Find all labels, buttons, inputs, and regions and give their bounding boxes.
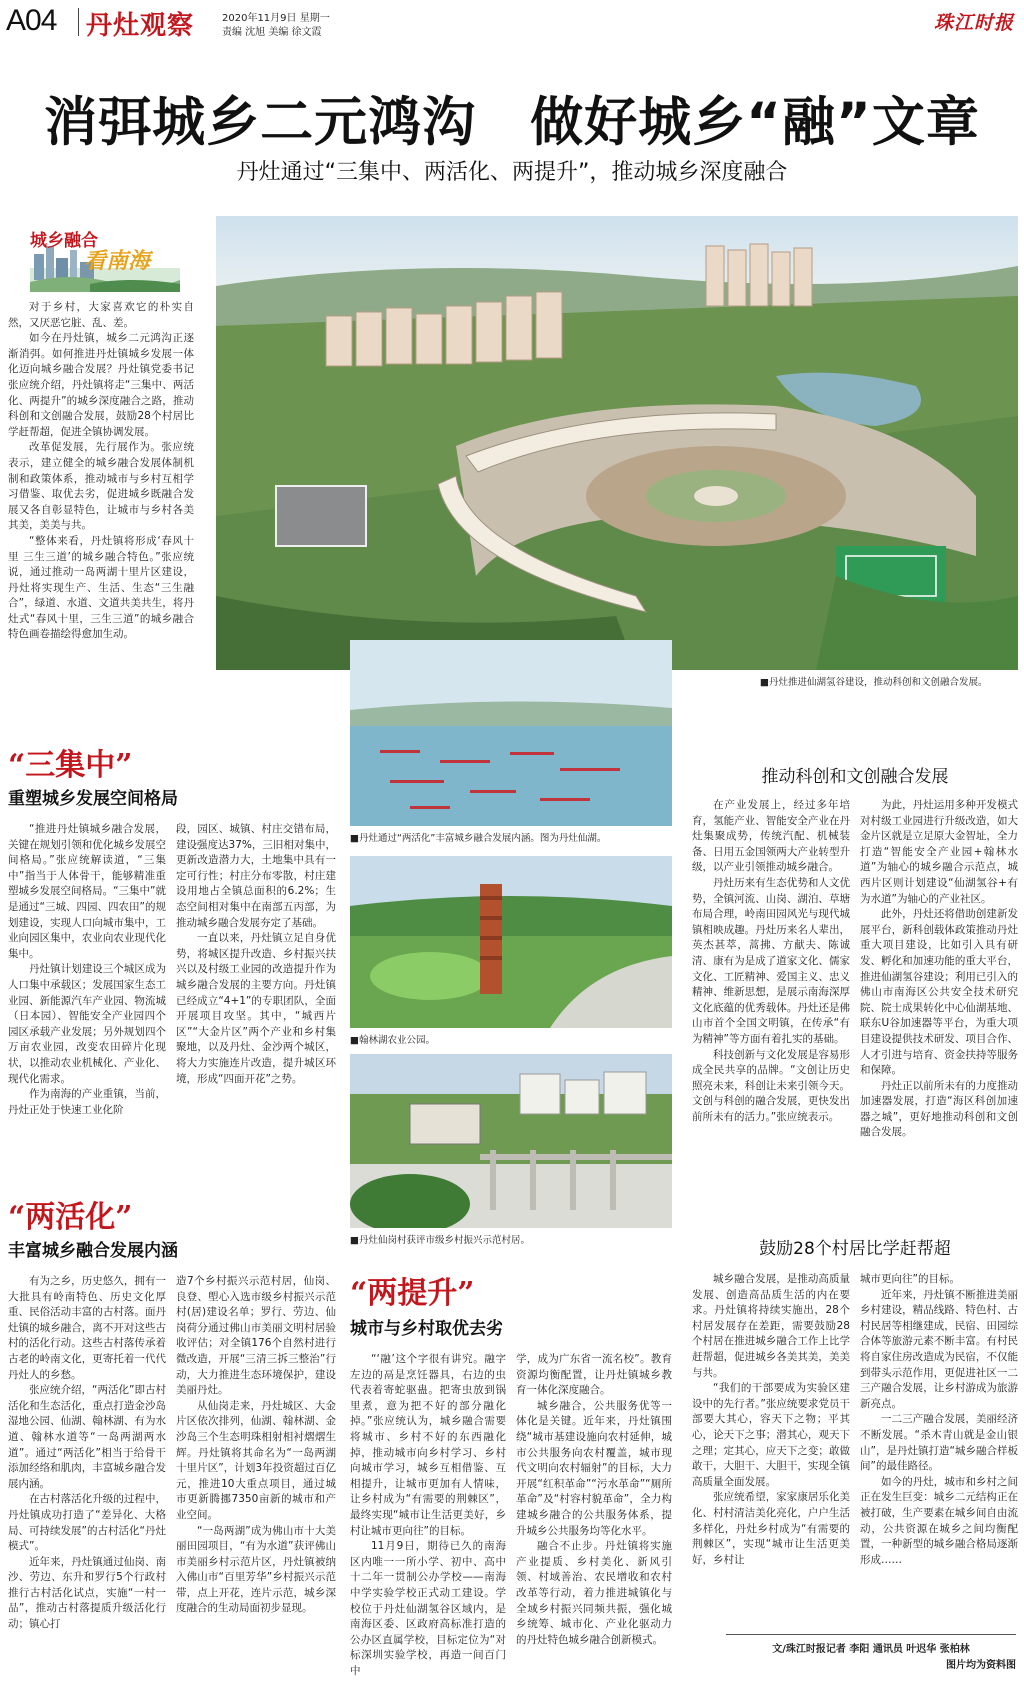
column-logo (30, 224, 180, 292)
section4-col1 (692, 798, 850, 1186)
intro-para: 改革促发展，先行展作为。张应统表示，建立健全的城乡融合发展体制机制和政策体系，推动城市与乡村互相学习借鉴、取优去劣，促进城乡既融合发展又各自彰显特色，让城市与乡村各美其美，美美与共。 (8, 441, 194, 532)
section4-para: 在产业发展上，经过多年培育，氢能产业、智能安全产业在丹灶集聚成势，传统汽配、机械装备、日用五金国领两大产业转型升级，以产业引领推动城乡融合。 (692, 799, 850, 874)
section5-title-box (692, 1234, 1018, 1260)
page-code: A04 (6, 4, 57, 37)
village-photo (350, 1054, 672, 1228)
section4-para: 此外，丹灶还将借助创建新发展平台，新科创载体政策推动丹灶重大项目建设，比如引入具有研发、孵化和加速功能的重大平台，推进仙湖氢谷建设；利用已引入的佛山市南海区公共安全技术研究院、院士成果转化中心仙湖基地、联东U谷加速器等平台，为重大项目建设提供技术研发、项目合作、人才引进与培育、资金扶持等服务和保障。 (860, 908, 1018, 1077)
section5-para: 城市更向往”的目标。 (860, 1273, 960, 1285)
section2-col2 (176, 1274, 336, 1676)
section5-col1 (692, 1272, 850, 1602)
section3-subtitle: 城市与乡村取优去劣 (350, 1319, 503, 1339)
column-logo-line1: 城乡融合 (30, 231, 98, 251)
section4-para: 丹灶历来有生态优势和人文优势，全镇河流、山岗、湖泊、草塘布局合理，岭南田园风光与现代城镇相映成趣。丹灶历来名人辈出，英杰甚萃，蒿拂、方献夫、陈诚清、康有为是成了道家文化、儒家文化、工匠精神、爱国主义、忠义精神、维新思想，是展示南海深厚文化底蕴的优秀载体。丹灶还是佛山市首个全国文明镇，在传承“有为精神”等方面有着扎实的基础。 (692, 876, 850, 1045)
section4-title-box (692, 762, 1018, 790)
header-divider (78, 8, 79, 36)
section2-para: 张应统介绍，“两活化”即古村活化和生态活化，重点打造金沙岛湿地公园、仙湖、翰林湖、有为水道、翰林水道等“一岛两湖两水道”。通过“两活化”相当于给骨干添加经络和肌肉，丰富城乡融合发展内涵。 (8, 1384, 166, 1490)
section1-para: “推进丹灶镇城乡融合发展，关键在规划引领和优化城乡发展空间格局。”张应统解读道，“三集中”指当于人体骨干，能够精准重塑城乡发展空间格局。“三集中”就是通过“三城、四园、四农田”的规划建设，实现人口向城市集中，工业向园区集中，农业向农业现代化集中。 (8, 823, 166, 960)
main-headline: 消弭城乡二元鸿沟 做好城乡“融”文章 (44, 92, 980, 153)
section5-para: 城乡融合发展，是推动高质量发展、创造高品质生活的内在要求。丹灶镇将持续实施出，28个村居发展存在差距，需要鼓励28个村居在推进城乡融合工作上比学赶帮超，促进城乡各美其美，美美与共。 (692, 1273, 850, 1379)
section3-col1 (350, 1352, 506, 1676)
section5-para: 近年来，丹灶镇不断推进美丽乡村建设，精品线路、特色村、古村民居等相继建成，民宿、田园综合体等旅游元素不断丰富。有村民将自家住房改造成为民宿，不仅能到带头示范作用，更促进社区一二三产融合发展，让乡村游成为旅游新亮点。 (860, 1288, 1018, 1410)
section1-col2 (176, 822, 336, 1160)
section5-para: 一二三产融合发展，美丽经济不断发展。“杀木青山就是金山银山”，是丹灶镇打造“城乡融合样板间”的最佳路径。 (860, 1413, 1018, 1473)
section1-para: 丹灶镇计划建设三个城区成为人口集中承载区；发展国家生态工业园、新能源汽车产业园、物流城（日本园）、智能安全产业园四个园区承载产业发展；另外规划四个万亩农业园，改变农田碎片化现状，以推动农业机械化、产业化、现代化需求。 (8, 963, 166, 1085)
section3-title: “两提升” (350, 1276, 475, 1311)
section1-col1 (8, 822, 166, 1160)
section5-title: 鼓励28个村居比学赶帮超 (759, 1239, 951, 1259)
intro-para: “整体来看，丹灶镇将形成‘春风十里 三生三道’的城乡融合特色。”张应统说，通过推动一岛两湖十里片区建设，丹灶将实现生产、生活、生态“三生融合”，绿道、水道、文道共美共生，将丹灶式“春风十里，三生三道”的城乡融合特色画卷描绘得愈加生动。 (8, 534, 194, 641)
section3-para: “‘融’这个字很有讲究。融字左边的鬲是烹饪器具，右边的虫代表着寄蛇驱蛊。把寄虫放到锅里煮，意为把不好的部分融化掉。”张应统认为，城乡融合需要将城市、乡村不好的东西融化掉，推动城市向乡村学习、乡村向城市学习，城乡互相借鉴、互相提升，让城市更加有人情味，让乡村成为“有需要的荆棘区”，最终实现“城市让生活更美好，乡村让城市更向往”的目标。 (350, 1353, 506, 1537)
section4-col2 (860, 798, 1018, 1186)
section2-subtitle: 丰富城乡融合发展内涵 (8, 1241, 178, 1261)
editors-line: 责编 沈旭 美编 徐文霞 (222, 27, 322, 38)
section1-para: 段，园区、城镇、村庄交错布局，建设强度达37%，三旧相对集中，更新改造潜力大，土地集中具有一定可行性；村庄分布零散，村庄建设用地占全镇总面积的6.2%；生态空间相对集中在南部五丙部，为推动城乡融合发展夯定了基础。 (176, 823, 336, 929)
section2-para: 有为之乡，历史悠久，拥有一大批具有岭南特色、历史文化厚重、民俗活动丰富的古村落。面丹灶镇的城乡融合，离不开对这些古村的活化行动。这些古村落传承着古老的岭南文化，更寄托着一代代丹灶人的乡愁。 (8, 1275, 166, 1381)
section2-para: “一岛两湖”成为佛山市十大美丽田园项目，“有为水道”获评佛山市美丽乡村示范片区，丹灶镇被纳入佛山市“百里芳华”乡村振兴示范带，点上开花，连片示范，城乡深度融合的生动局面初步显现。 (176, 1524, 336, 1615)
section3-para: 融合不止步。丹灶镇将实施产业提质、乡村美化、新风引领、村域善治、农民增收和农村改革等行动，着力推进城镇化与全域乡村振兴同频共振，强化城乡统筹、城市化、产业化驱动力的丹灶特色城乡融合创新模式。 (516, 1540, 672, 1646)
masthead-logo: 珠江时报 (934, 12, 1015, 34)
intro-para: 如今在丹灶镇，城乡二元鸿沟正逐渐消弭。如何推进丹灶镇城乡发展一体化迈向城乡融合发展？丹灶镇党委书记张应统介绍，丹灶镇将走“三集中、两活化、两提升”的城乡深度融合之路，推动科创和文创融合发展，鼓励28个村居比学赶帮超，促进全镇协调发展。 (8, 332, 194, 438)
aerial-photo-caption: ■丹灶推进仙湖氢谷建设，推动科创和文创融合发展。 (760, 677, 988, 688)
section1-title: “三集中” (8, 748, 133, 783)
column-logo-line2: 看南海 (84, 248, 151, 274)
section3-col2 (516, 1352, 672, 1676)
section3-para: 城乡融合，公共服务优等一体化是关键。近年来，丹灶镇围绕“城市基建设施向农村延伸，城市公共服务向农村覆盖，城市现代文明向农村辐射”的目标，大力开展“红积革命”“污水革命”“厕所革命”及“村容村貌革命”，全力构建城乡融合的公共服务体系，提升城乡公共服务均等化水平。 (516, 1399, 672, 1537)
section-name: 丹灶观察 (86, 11, 195, 41)
section4-para: 丹灶正以前所未有的力度推动加速器发展，打造“海区科创加速器之城”，更好地推动科创和文创融合发展。 (860, 1079, 1018, 1139)
lake-photo-caption: ■丹灶通过“两活化”丰富城乡融合发展内涵。图为丹灶仙湖。 (350, 833, 607, 844)
byline-reporters: 文/珠江时报记者 李阳 通讯员 叶迟华 张柏林 (772, 1644, 970, 1655)
section2-para: 造7个乡村振兴示范村居，仙岗、良登、塱心入选市级乡村振兴示范村(居)建设名单；罗行、劳边、仙岗荷分通过佛山市美丽文明村居验收评估；对全镇176个自然村进行微改造，开展“三清三拆三整治”行动，大力推进生态环境保护，建设美丽丹灶。 (176, 1275, 336, 1397)
section3-para: 11月9日，期待已久的南海区内唯一一所小学、初中、高中十二年一贯制公办学校——南海中学实验学校正式动工建设。学校位于丹灶仙湖氢谷区域内，是南海区委、区政府高标准打造的公办区直属学校，目标定位为“对标深圳实验学校，再造一间百门中 (350, 1540, 506, 1676)
section5-col2 (860, 1272, 1018, 1602)
section5-para: “我们的干部要成为实验区建设中的先行者。”张应统要求党员干部要大其心，容天下之物；平其心，论天下之事；潜其心，观天下之理；定其心，应天下之变；敢做敢干，大胆干、大胆干，实现全镇高质量全面发展。 (692, 1382, 850, 1488)
section1-para: 作为南海的产业重镇，当前，丹灶正处于快速工业化阶 (8, 1088, 166, 1116)
sub-headline: 丹灶通过“三集中、两活化、两提升”，推动城乡深度融合 (236, 160, 788, 185)
intro-text (8, 300, 194, 660)
byline-photo-credit: 图片均为资料图 (946, 1660, 1016, 1671)
section4-para: 为此，丹灶运用多种开发模式对村级工业园进行升级改造，如大金片区就是立足原大金智址，全力打造“智能安全产业园+翰林水道”为轴心的城乡融合示范点，城西片区则计划建设“仙湖氢谷+有为水道”为轴心的产业社区。 (860, 799, 1018, 905)
park-photo (350, 856, 672, 1028)
park-photo-caption: ■翰林湖农业公园。 (350, 1035, 435, 1046)
village-photo-caption: ■丹灶仙岗村获评市级乡村振兴示范村居。 (350, 1235, 530, 1246)
date-line: 2020年11月9日 星期一 (222, 13, 330, 24)
section2-para: 在古村落活化升级的过程中，丹灶镇成功打造了“差异化、大格局、可持续发展”的古村活化“丹灶模式”。 (8, 1493, 166, 1553)
lake-photo (350, 640, 672, 826)
section5-para: 张应统希望，家家康居乐化美化、村村清洁美化亮化，户户生活多样化，丹灶乡村成为“有需要的荆棘区”，实现“城市让生活更美好，乡村让 (692, 1491, 850, 1566)
section2-para: 从仙岗走来，丹灶城区、大金片区依次排列，仙湖、翰林湖、金沙岛三个生态明珠相射相衬熠熠生辉。丹灶镇将其命名为“一岛两湖十里片区”，计划3年投资超过百亿元，推进10大重点项目，通过城市更新腾挪7350亩新的城市和产业空间。 (176, 1399, 336, 1521)
section4-para: 科技创新与文化发展是容易形成全民共享的品牌。“文创让历史照亮未来，科创让未来引领今天。文创与科创的融合发展，更快发出前所未有的活力。”张应统表示。 (692, 1048, 850, 1123)
section3-para: 学，成为广东省一流名校”。教育资源均衡配置，让丹灶镇城乡教育一体化深度融合。 (516, 1353, 672, 1397)
section1-para: 一直以来，丹灶镇立足自身优势，将城区提升改造、乡村振兴扶兴以及村级工业园的改造提升作为城乡融合发展的主要方向。丹灶镇已经成立“4+1”的专职团队，全面开展项目攻坚。其中，“城西片区”“大金片区”两个产业和乡村集聚地，以及丹灶、金沙两个城区，将大力实施连片改造，提升城区环境，形成“四面开花”之势。 (176, 932, 336, 1085)
section2-col1 (8, 1274, 166, 1676)
page-header (0, 0, 1024, 44)
intro-para: 对于乡村，大家喜欢它的朴实自然，又厌恶它脏、乱、差。 (8, 301, 194, 329)
byline-divider (726, 1634, 1016, 1635)
section1-subtitle: 重塑城乡发展空间格局 (8, 789, 178, 809)
section2-para: 近年来，丹灶镇通过仙岗、南沙、劳边、东升和罗行5个行政村推行古村活化试点，实施“一村一品”，推动古村落提质升级活化行动；镇心打 (8, 1555, 166, 1631)
section2-title: “两活化” (8, 1200, 133, 1235)
section5-para: 如今的丹灶，城市和乡村之间正在发生巨变：城乡二元结构正在被打破，生产要素在城乡间自由流动，公共资源在城乡之间均衡配置，一种新型的城乡融合格局逐渐形成…… (860, 1475, 1018, 1566)
section4-title: 推动科创和文创融合发展 (761, 767, 949, 787)
aerial-campus-photo (216, 216, 1018, 670)
